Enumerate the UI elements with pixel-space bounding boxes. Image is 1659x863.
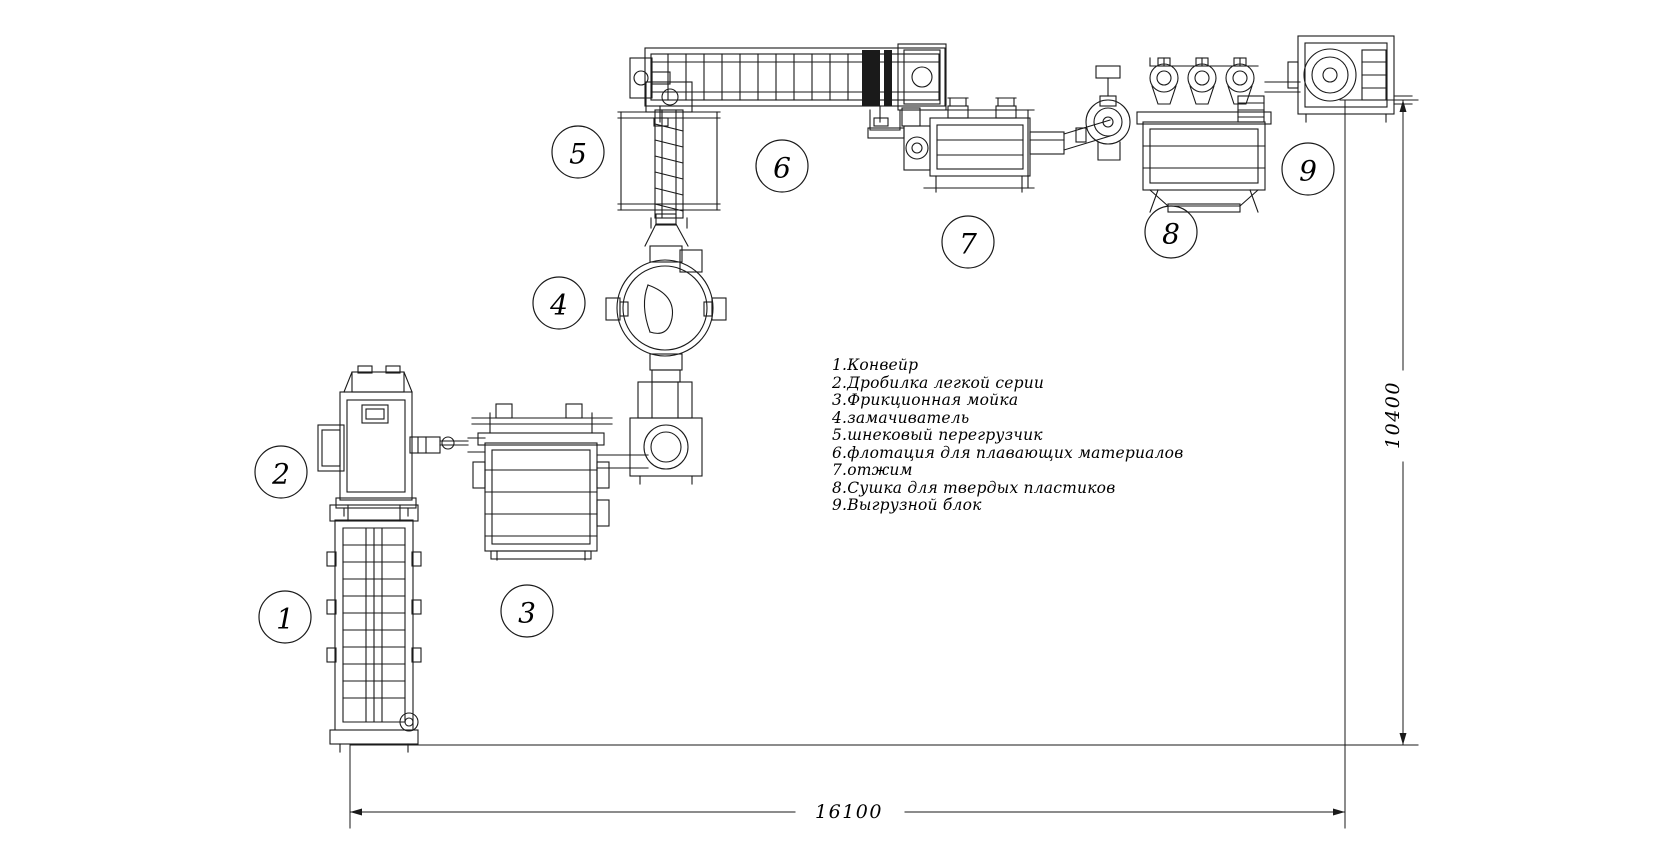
callout-9: 9 bbox=[1299, 154, 1317, 188]
overall-height-dimension: 10400 bbox=[1382, 381, 1404, 449]
legend-item: 8.Сушка для твердых пластиков bbox=[832, 478, 1116, 497]
machine-discharge-unit bbox=[1288, 36, 1412, 122]
legend-item: 3.Фрикционная мойка bbox=[832, 391, 1019, 409]
overall-width-dimension: 16100 bbox=[815, 801, 883, 823]
legend-item: 4.замачиватель bbox=[832, 408, 970, 427]
callout-1: 1 bbox=[276, 602, 294, 636]
callout-7: 7 bbox=[959, 227, 977, 261]
machine-screw-conveyor bbox=[618, 72, 720, 228]
callout-4: 4 bbox=[550, 288, 568, 322]
machine-soaker bbox=[606, 214, 726, 484]
legend-item: 2.Дробилка легкой серии bbox=[832, 373, 1045, 392]
legend-item: 1.Конвейр bbox=[832, 356, 919, 374]
callout-2: 2 bbox=[272, 457, 290, 491]
legend-item: 9.Выгрузной блок bbox=[832, 496, 982, 514]
callout-3: 3 bbox=[518, 596, 536, 630]
callout-6: 6 bbox=[773, 151, 791, 185]
callout-5: 5 bbox=[569, 137, 587, 171]
machine-cyclone-blower bbox=[1086, 66, 1130, 160]
callout-8: 8 bbox=[1162, 217, 1180, 251]
machine-crusher bbox=[318, 366, 468, 516]
legend-item: 6.флотация для плавающих материалов bbox=[832, 443, 1184, 462]
legend-item: 7.отжим bbox=[832, 461, 913, 479]
machine-dryer bbox=[1137, 58, 1300, 212]
machine-flotation-tank bbox=[630, 44, 946, 138]
machine-conveyor bbox=[327, 505, 421, 752]
legend-item: 5.шнековый перегрузчик bbox=[832, 426, 1043, 444]
machine-squeezer bbox=[902, 98, 1110, 192]
machine-friction-washer bbox=[468, 404, 648, 560]
equipment-legend bbox=[832, 357, 1183, 515]
